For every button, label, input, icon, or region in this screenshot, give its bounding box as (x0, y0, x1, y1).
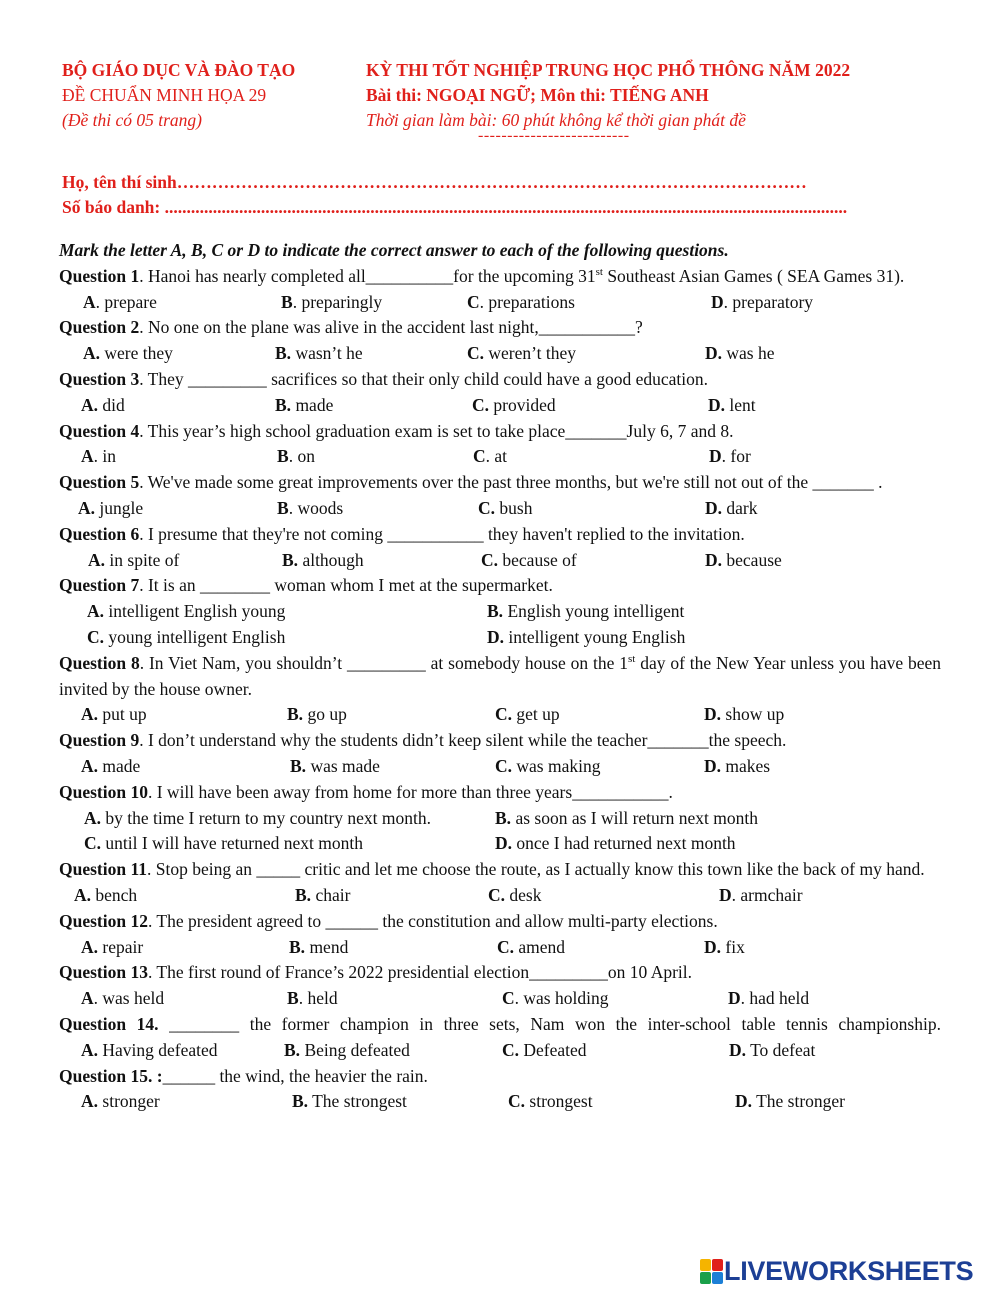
liveworksheets-logo (700, 1253, 996, 1289)
option-letter: D (709, 446, 722, 467)
option-text: were they (100, 343, 173, 364)
answer-option[interactable] (78, 496, 143, 522)
candidate-info (62, 170, 942, 220)
option-text: until I will have returned next month (101, 833, 363, 854)
option-letter: A (81, 988, 94, 1009)
option-letter: D. (704, 755, 722, 776)
option-letter: C. (481, 549, 499, 570)
option-letter: C. (84, 833, 102, 854)
answer-option[interactable] (287, 986, 338, 1012)
answer-option[interactable] (481, 548, 577, 574)
answer-options (59, 986, 941, 1012)
option-text: . was holding (514, 988, 609, 1009)
option-letter: B. (487, 601, 504, 622)
option-text: . woods (288, 497, 344, 518)
option-letter: A. (81, 1091, 99, 1112)
option-text: go up (303, 704, 347, 725)
question-text-continued: day of the New Year unless you have been invited by the house owner. (59, 652, 942, 699)
instruction: Mark the letter A, B, C or D to indicate the correct answer to each of the following questions. (59, 240, 729, 260)
option-letter: B. (495, 807, 512, 828)
question-number: Question 7 (59, 575, 140, 596)
option-text: because of (498, 549, 577, 570)
answer-option[interactable] (83, 290, 157, 316)
option-letter: C (473, 446, 486, 467)
answer-option[interactable] (281, 290, 382, 316)
answer-options (59, 341, 941, 367)
option-letter: C. (467, 343, 485, 364)
answer-options (59, 831, 941, 857)
answer-options (59, 883, 941, 909)
liveworksheets-logo-icon (700, 1259, 722, 1283)
option-text: in spite of (105, 549, 180, 570)
option-letter: B (277, 446, 289, 467)
option-text: stronger (98, 1091, 160, 1112)
option-text: was made (306, 755, 380, 776)
question-text: ______ the wind, the heavier the rain. (162, 1065, 428, 1086)
option-text: put up (98, 704, 147, 725)
option-text: did (98, 394, 125, 415)
answer-option[interactable] (705, 496, 758, 522)
answer-options (59, 599, 941, 625)
question-text: . The president agreed to ______ the constitution and allow multi-party elections. (147, 910, 718, 931)
question-9 (59, 728, 941, 754)
answer-option[interactable] (502, 1038, 587, 1064)
answer-options (59, 1089, 941, 1115)
answer-option[interactable] (488, 883, 541, 909)
candidate-number-line: Số báo danh: ............................................................................................................................................................ (62, 197, 848, 217)
option-letter: B. (287, 704, 304, 725)
question-text: ________ the former champion in three sets, Nam won the inter-school table tennis championship. (158, 1013, 941, 1034)
option-text: bench (91, 884, 138, 905)
answer-option[interactable] (84, 831, 363, 857)
option-letter: D. (495, 833, 513, 854)
answer-option[interactable] (275, 341, 363, 367)
answer-options (59, 290, 941, 316)
option-text: once I had returned next month (512, 833, 736, 854)
option-text: made (98, 755, 141, 776)
logo-tile-2 (712, 1259, 723, 1271)
answer-option[interactable] (277, 444, 315, 470)
question-number: Question 6 (59, 523, 140, 544)
answer-option[interactable] (295, 883, 350, 909)
question-6 (59, 522, 941, 548)
option-letter: A (83, 291, 96, 312)
question-list (59, 264, 941, 1115)
option-letter: A. (81, 394, 99, 415)
option-text: young intelligent English (104, 626, 286, 647)
answer-option[interactable] (709, 444, 751, 470)
question-number: Question 12 (59, 910, 148, 931)
question-8 (59, 651, 941, 703)
answer-option[interactable] (287, 702, 347, 728)
answer-options (59, 702, 941, 728)
answer-options (59, 548, 941, 574)
option-letter: D. (487, 626, 505, 647)
option-letter: D. (704, 704, 722, 725)
answer-option[interactable] (277, 496, 343, 522)
answer-options (59, 625, 941, 651)
answer-option[interactable] (495, 806, 758, 832)
answer-option[interactable] (81, 702, 147, 728)
answer-option[interactable] (81, 935, 143, 961)
option-text: although (298, 549, 364, 570)
option-letter: A. (81, 936, 99, 957)
ordinal-suffix: st (595, 265, 603, 278)
option-text: amend (514, 936, 566, 957)
question-3 (59, 367, 941, 393)
answer-option[interactable] (495, 754, 600, 780)
option-text: as soon as I will return next month (511, 807, 758, 828)
answer-option[interactable] (81, 393, 125, 419)
option-letter: A. (84, 807, 102, 828)
question-5 (59, 470, 941, 496)
answer-option[interactable] (704, 754, 770, 780)
answer-option[interactable] (292, 1089, 407, 1115)
option-text: . armchair (731, 884, 803, 905)
question-11 (59, 857, 941, 883)
option-letter: B (277, 497, 289, 518)
answer-options (59, 496, 941, 522)
answer-option[interactable] (472, 393, 556, 419)
question-text-continued: Southeast Asian Games ( SEA Games 31). (602, 265, 905, 286)
option-letter: B. (292, 1091, 309, 1112)
question-text: . No one on the plane was alive in the accident last night,___________? (139, 317, 643, 338)
answer-options (59, 1038, 941, 1064)
option-text: . on (288, 446, 315, 467)
question-number: Question 10 (59, 781, 148, 802)
option-letter: A. (83, 343, 101, 364)
answer-option[interactable] (487, 599, 684, 625)
option-text: weren’t they (484, 343, 577, 364)
question-number: Question 4 (59, 420, 140, 441)
option-text: repair (98, 936, 144, 957)
answer-option[interactable] (735, 1089, 845, 1115)
answer-options (59, 393, 941, 419)
option-letter: A. (81, 755, 99, 776)
option-letter: A (81, 446, 94, 467)
question-13 (59, 960, 941, 986)
option-text: . in (93, 446, 117, 467)
option-letter: C. (472, 394, 490, 415)
option-letter: B. (282, 549, 299, 570)
question-text: . They _________ sacrifices so that their only child could have a good education. (139, 368, 709, 389)
answer-option[interactable] (290, 754, 380, 780)
option-text: because (722, 549, 782, 570)
option-text: intelligent English young (104, 601, 286, 622)
answer-option[interactable] (289, 935, 348, 961)
question-12 (59, 909, 941, 935)
option-letter: C. (502, 1039, 520, 1060)
answer-option[interactable] (708, 393, 756, 419)
answer-option[interactable] (728, 986, 809, 1012)
option-letter: D. (704, 936, 722, 957)
option-text: Defeated (519, 1039, 587, 1060)
candidate-name-line: Họ, tên thí sinh……………………………………………………………………………………………… (62, 172, 807, 192)
question-2 (59, 315, 941, 341)
option-letter: C. (497, 936, 515, 957)
answer-option[interactable] (87, 599, 285, 625)
option-text: English young intelligent (503, 601, 685, 622)
ordinal-suffix: st (627, 652, 636, 665)
question-number: Question 1 (59, 265, 140, 286)
answer-option[interactable] (81, 444, 116, 470)
question-text: . This year’s high school graduation exam is set to take place_______July 6, 7 and 8. (139, 420, 734, 441)
exam-subject: Bài thi: NGOẠI NGỮ; Môn thi: TIẾNG ANH (366, 85, 709, 105)
question-number: Question 3 (59, 368, 140, 389)
answer-option[interactable] (275, 393, 333, 419)
answer-option[interactable] (719, 883, 803, 909)
answer-option[interactable] (711, 290, 813, 316)
option-text: . preparatory (723, 291, 814, 312)
header-divider: -------------------------- (478, 127, 630, 144)
option-letter: D (728, 988, 741, 1009)
option-letter: D (719, 884, 732, 905)
option-text: makes (721, 755, 771, 776)
answer-options (59, 935, 941, 961)
option-text: chair (311, 884, 351, 905)
option-text: intelligent young English (504, 626, 686, 647)
option-text: . at (485, 446, 508, 467)
question-number: Question 9 (59, 730, 140, 751)
question-number: Question 11 (59, 859, 148, 880)
question-7 (59, 573, 941, 599)
answer-options (59, 444, 941, 470)
answer-option[interactable] (467, 290, 575, 316)
option-text: made (291, 394, 334, 415)
option-text: by the time I return to my country next month. (101, 807, 432, 828)
option-letter: C. (87, 626, 105, 647)
option-text: . for (721, 446, 751, 467)
answer-option[interactable] (487, 625, 685, 651)
question-number: Question 5 (59, 472, 140, 493)
option-letter: B. (290, 755, 307, 776)
question-number: Question 8 (59, 652, 140, 673)
logo-tile-3 (700, 1272, 711, 1284)
question-section (59, 238, 941, 1115)
option-letter: A. (78, 497, 96, 518)
answer-options (59, 754, 941, 780)
option-letter: B. (275, 394, 292, 415)
answer-option[interactable] (729, 1038, 815, 1064)
question-text: . It is an ________ woman whom I met at the supermarket. (139, 575, 553, 596)
option-text: jungle (95, 497, 144, 518)
answer-option[interactable] (478, 496, 532, 522)
question-number: Question 14. (59, 1013, 159, 1034)
answer-option[interactable] (495, 831, 736, 857)
option-letter: A. (88, 549, 106, 570)
answer-option[interactable] (508, 1089, 593, 1115)
answer-option[interactable] (81, 986, 164, 1012)
answer-option[interactable] (87, 625, 285, 651)
option-letter: C. (495, 755, 513, 776)
ministry-name: BỘ GIÁO DỤC VÀ ĐÀO TẠO (62, 60, 296, 80)
option-text: show up (721, 704, 785, 725)
answer-option[interactable] (81, 1089, 160, 1115)
answer-options (59, 806, 941, 832)
option-text: . was held (93, 988, 165, 1009)
option-text: was making (512, 755, 601, 776)
header-left (62, 58, 362, 133)
option-letter: A. (81, 704, 99, 725)
option-letter: C (502, 988, 515, 1009)
option-letter: A. (74, 884, 92, 905)
question-text: . The first round of France’s 2022 presidential election_________on 10 April. (147, 962, 693, 983)
answer-option[interactable] (705, 341, 775, 367)
question-number: Question 2 (59, 317, 140, 338)
option-letter: C (467, 291, 480, 312)
option-letter: B (281, 291, 293, 312)
question-10 (59, 780, 941, 806)
option-letter: D. (705, 343, 723, 364)
option-letter: A. (81, 1039, 99, 1060)
question-text: . We've made some great improvements over the past three months, but we're still not out of the _______ . (139, 472, 883, 493)
option-text: The stronger (752, 1091, 846, 1112)
pages-note: (Đề thi có 05 trang) (62, 110, 202, 130)
option-text: To defeat (746, 1039, 816, 1060)
option-text: strongest (525, 1091, 593, 1112)
question-number: Question 15. : (59, 1065, 163, 1086)
exam-code: ĐỀ CHUẨN MINH HỌA 29 (62, 85, 267, 105)
option-text: provided (489, 394, 556, 415)
option-letter: D. (729, 1039, 747, 1060)
answer-option[interactable] (473, 444, 507, 470)
question-text: . I will have been away from home for more than three years___________. (147, 781, 673, 802)
option-text: was he (722, 343, 775, 364)
option-letter: B. (295, 884, 312, 905)
option-text: The strongest (308, 1091, 407, 1112)
answer-option[interactable] (81, 754, 140, 780)
answer-option[interactable] (282, 548, 364, 574)
question-4 (59, 419, 941, 445)
question-text: . In Viet Nam, you shouldn’t _________ at somebody house on the 1 (139, 652, 628, 673)
answer-option[interactable] (84, 806, 431, 832)
option-letter: D (711, 291, 724, 312)
question-15 (59, 1064, 941, 1090)
answer-option[interactable] (502, 986, 608, 1012)
answer-option[interactable] (704, 935, 745, 961)
option-letter: D. (735, 1091, 753, 1112)
option-text: . preparations (479, 291, 575, 312)
exam-title: KỲ THI TỐT NGHIỆP TRUNG HỌC PHỔ THÔNG NĂM 2022 (366, 60, 851, 80)
question-number: Question 13 (59, 962, 148, 983)
option-letter: D. (705, 497, 723, 518)
option-text: . held (298, 988, 338, 1009)
logo-tile-4 (712, 1272, 723, 1284)
answer-option[interactable] (497, 935, 565, 961)
option-text: wasn’t he (291, 343, 363, 364)
answer-option[interactable] (284, 1038, 410, 1064)
option-text: lent (725, 394, 756, 415)
question-text: . I presume that they're not coming ___________ they haven't replied to the invitation. (139, 523, 745, 544)
option-letter: B. (284, 1039, 301, 1060)
header-right (366, 58, 966, 133)
option-letter: B. (289, 936, 306, 957)
answer-option[interactable] (495, 702, 560, 728)
answer-option[interactable] (74, 883, 137, 909)
answer-option[interactable] (705, 548, 782, 574)
option-text: Being defeated (300, 1039, 410, 1060)
option-letter: A. (87, 601, 105, 622)
answer-option[interactable] (88, 548, 179, 574)
option-text: Having defeated (98, 1039, 218, 1060)
option-letter: B. (275, 343, 292, 364)
option-letter: C. (488, 884, 506, 905)
question-text: . I don’t understand why the students didn’t keep silent while the teacher_______the speech. (139, 730, 787, 751)
question-text: . Stop being an _____ critic and let me choose the route, as I actually know this town like the back of my hand. (147, 859, 925, 880)
question-1 (59, 264, 941, 290)
option-text: bush (495, 497, 533, 518)
answer-option[interactable] (83, 341, 173, 367)
option-letter: D. (708, 394, 726, 415)
option-text: . had held (740, 988, 810, 1009)
option-text: . preparingly (292, 291, 383, 312)
option-text: . prepare (95, 291, 157, 312)
answer-option[interactable] (704, 702, 784, 728)
option-letter: C. (478, 497, 496, 518)
option-text: dark (722, 497, 758, 518)
liveworksheets-logo-text: LIVEWORKSHEETS (724, 1255, 974, 1286)
answer-option[interactable] (467, 341, 576, 367)
option-letter: B (287, 988, 299, 1009)
logo-tile-1 (700, 1259, 711, 1271)
option-text: desk (505, 884, 542, 905)
option-text: get up (512, 704, 560, 725)
option-letter: D. (705, 549, 723, 570)
option-letter: C. (495, 704, 513, 725)
option-text: mend (305, 936, 349, 957)
exam-time-note: Thời gian làm bài: 60 phút không kể thời gian phát đề (366, 110, 746, 130)
option-letter: C. (508, 1091, 526, 1112)
answer-option[interactable] (81, 1038, 218, 1064)
option-text: fix (721, 936, 745, 957)
question-text: . Hanoi has nearly completed all__________for the upcoming 31 (139, 265, 596, 286)
question-14 (59, 1012, 941, 1038)
